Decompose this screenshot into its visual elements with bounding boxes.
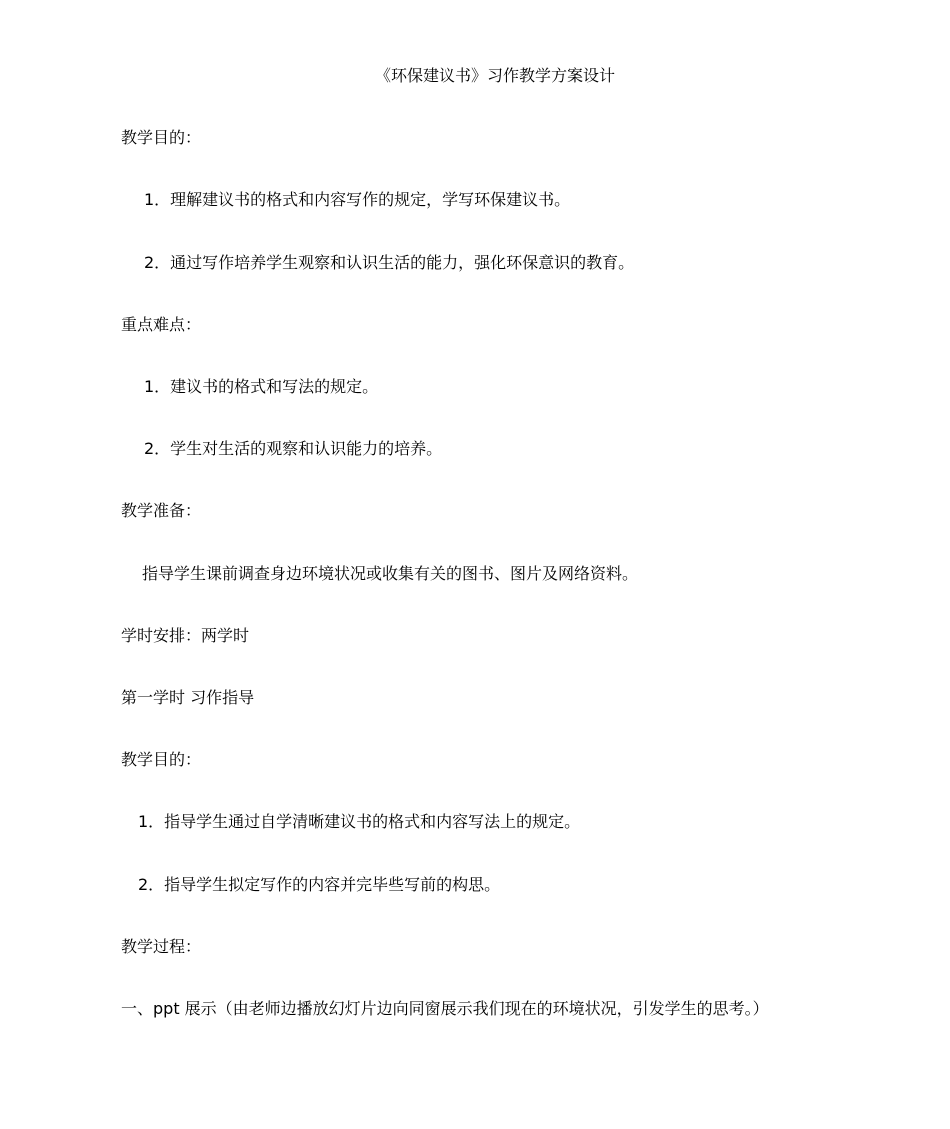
document-title: 《环保建议书》习作教学方案设计 [374, 66, 615, 85]
process-step-1: 一、ppt 展示（由老师边播放幻灯片边向同窗展示我们现在的环境状况，引发学生的思考。） [121, 999, 769, 1018]
goal-item-1: 1．理解建议书的格式和内容写作的规定，学写环保建议书。 [144, 190, 571, 209]
section-heading-teaching-goals-2: 教学目的： [121, 750, 202, 769]
section-heading-process: 教学过程： [121, 937, 202, 956]
schedule-line: 学时安排：两学时 [121, 626, 250, 645]
section-heading-key-points: 重点难点： [121, 315, 202, 334]
section-heading-teaching-goals: 教学目的： [121, 128, 202, 147]
goal2-item-1: 1．指导学生通过自学清晰建议书的格式和内容写法上的规定。 [138, 812, 581, 831]
section-heading-preparation: 教学准备： [121, 501, 202, 520]
goal-item-2: 2．通过写作培养学生观察和认识生活的能力，强化环保意识的教育。 [144, 253, 635, 272]
key-point-item-2: 2．学生对生活的观察和认识能力的培养。 [144, 439, 443, 458]
first-lesson-heading: 第一学时 习作指导 [121, 688, 255, 707]
key-point-item-1: 1．建议书的格式和写法的规定。 [144, 377, 379, 396]
goal2-item-2: 2．指导学生拟定写作的内容并完毕些写前的构思。 [138, 875, 501, 894]
preparation-text: 指导学生课前调查身边环境状况或收集有关的图书、图片及网络资料。 [142, 564, 639, 583]
